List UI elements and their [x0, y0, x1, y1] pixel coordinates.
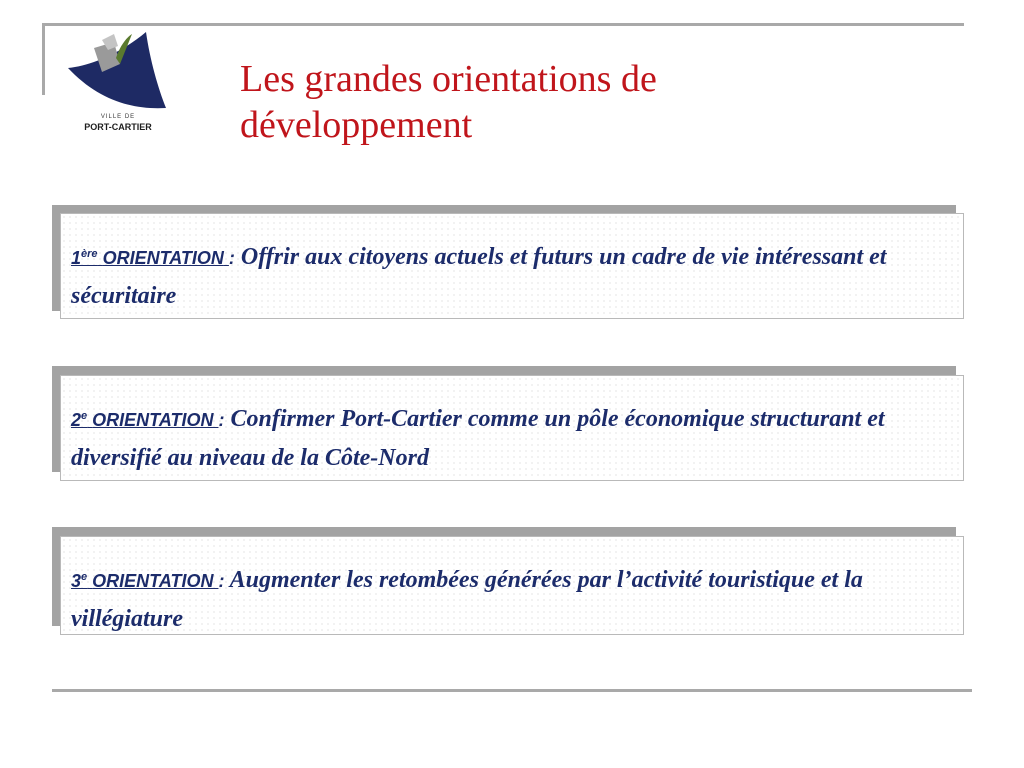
- orientation-1-label: [71, 248, 229, 268]
- orientation-3-suffix: e: [81, 571, 88, 583]
- orientation-3-description: Augmenter les retombées générées par l’activité touristique et la villégiature: [71, 567, 863, 632]
- orientation-1-label-word: ORIENTATION: [102, 248, 224, 268]
- logo-town-small: VILLE DE: [100, 114, 136, 120]
- orientation-2-label: [71, 410, 219, 430]
- top-frame-line: [42, 23, 964, 26]
- orientation-2-number: 2: [71, 410, 82, 430]
- bottom-frame-line: [52, 689, 972, 692]
- orientation-2-box: [60, 375, 964, 481]
- orientation-1-box: [60, 213, 964, 319]
- orientation-2-label-word: ORIENTATION: [92, 410, 214, 430]
- logo-town-name: PORT-CARTIER: [84, 122, 152, 132]
- orientation-2-suffix: e: [81, 410, 88, 422]
- logo-emblem-icon: [62, 30, 174, 114]
- orientation-3-number: 3: [71, 571, 82, 591]
- orientation-2-description: Confirmer Port-Cartier comme un pôle économique structurant et diversifié au niveau de la Côte-Nord: [71, 406, 885, 471]
- orientation-3-box: [60, 536, 964, 635]
- orientation-1-number: 1: [71, 248, 82, 268]
- title-line-1: Les grandes orientations de: [240, 58, 657, 100]
- orientation-2-colon: :: [218, 410, 225, 430]
- orientation-3-label-word: ORIENTATION: [92, 571, 214, 591]
- orientation-1-description: Offrir aux citoyens actuels et futurs un cadre de vie intéressant et sécuritaire: [71, 244, 887, 309]
- page-title: [240, 56, 940, 148]
- orientation-1-suffix: ère: [81, 248, 98, 260]
- orientation-3-colon: :: [218, 571, 225, 591]
- port-cartier-logo: [62, 30, 174, 138]
- orientation-2-text-block: [71, 400, 953, 477]
- left-frame-line: [42, 23, 45, 95]
- orientation-3-label: [71, 571, 219, 591]
- title-line-2: développement: [240, 104, 473, 146]
- orientation-1-text-block: [71, 238, 953, 315]
- orientation-3-text-block: [71, 561, 953, 638]
- orientation-1-colon: :: [228, 248, 235, 268]
